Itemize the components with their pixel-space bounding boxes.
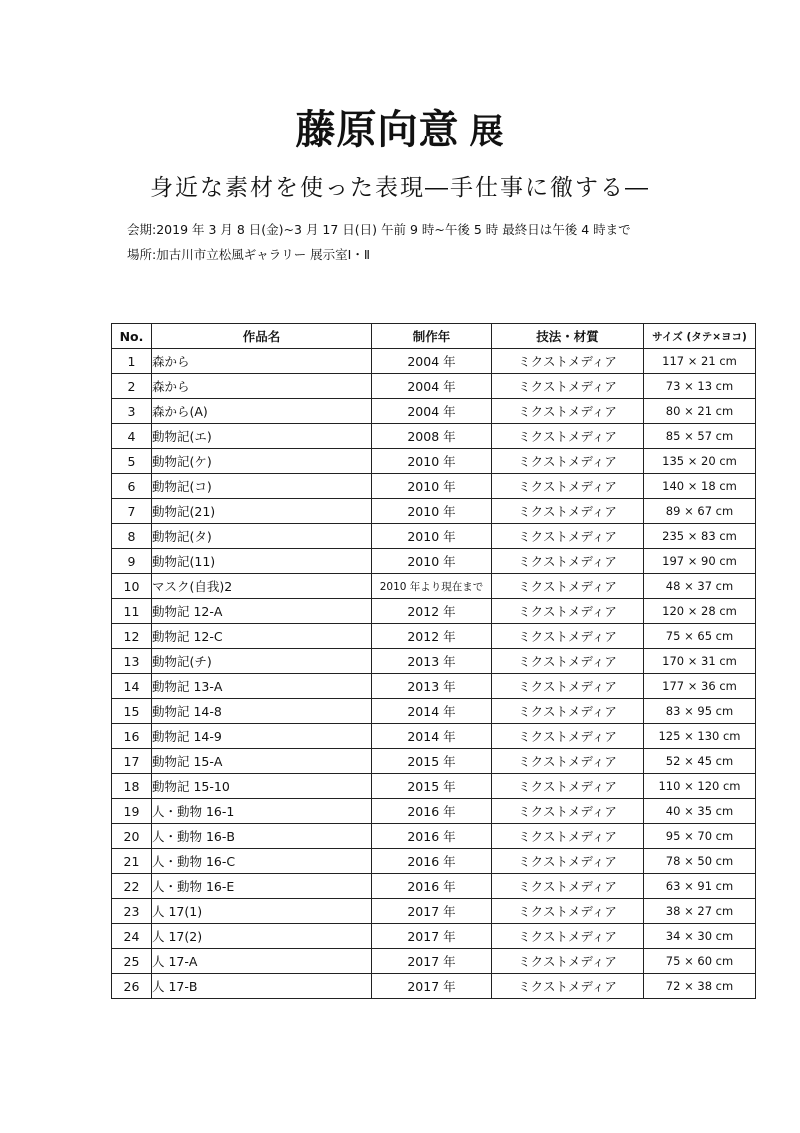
- cell-technique: ミクストメディア: [492, 449, 644, 474]
- cell-title: 人・動物 16-B: [152, 824, 372, 849]
- cell-title: 人・動物 16-C: [152, 849, 372, 874]
- table-row: [112, 749, 756, 774]
- cell-year: 2015 年: [372, 774, 492, 799]
- cell-technique: ミクストメディア: [492, 974, 644, 999]
- cell-year: 2010 年: [372, 524, 492, 549]
- cell-year: 2010 年: [372, 474, 492, 499]
- cell-size: 72 × 38 cm: [644, 974, 756, 999]
- cell-title: 動物記 13-A: [152, 674, 372, 699]
- cell-year: 2013 年: [372, 674, 492, 699]
- cell-title: 動物記 12-A: [152, 599, 372, 624]
- header-title: 作品名: [152, 324, 372, 349]
- cell-title: 動物記 15-A: [152, 749, 372, 774]
- cell-year: 2010 年: [372, 499, 492, 524]
- cell-size: 52 × 45 cm: [644, 749, 756, 774]
- header-size: サイズ (タテ×ヨコ): [644, 324, 756, 349]
- cell-year: 2010 年: [372, 449, 492, 474]
- cell-year: 2017 年: [372, 924, 492, 949]
- cell-no: 13: [112, 649, 152, 674]
- cell-title: 動物記(チ): [152, 649, 372, 674]
- cell-year: 2010 年: [372, 549, 492, 574]
- table-row: [112, 849, 756, 874]
- cell-size: 38 × 27 cm: [644, 899, 756, 924]
- exhibition-label: 展: [469, 112, 505, 152]
- cell-size: 235 × 83 cm: [644, 524, 756, 549]
- cell-year: 2013 年: [372, 649, 492, 674]
- table-row: [112, 774, 756, 799]
- cell-no: 11: [112, 599, 152, 624]
- table-row: [112, 374, 756, 399]
- table-row: [112, 424, 756, 449]
- table-row: [112, 949, 756, 974]
- cell-technique: ミクストメディア: [492, 374, 644, 399]
- cell-year: 2004 年: [372, 374, 492, 399]
- works-table-body: [112, 349, 756, 999]
- cell-technique: ミクストメディア: [492, 674, 644, 699]
- cell-no: 7: [112, 499, 152, 524]
- cell-no: 24: [112, 924, 152, 949]
- cell-technique: ミクストメディア: [492, 499, 644, 524]
- cell-title: 動物記(11): [152, 549, 372, 574]
- cell-technique: ミクストメディア: [492, 749, 644, 774]
- cell-no: 17: [112, 749, 152, 774]
- works-table: [111, 323, 756, 999]
- table-row: [112, 899, 756, 924]
- table-row: [112, 524, 756, 549]
- cell-size: 85 × 57 cm: [644, 424, 756, 449]
- cell-no: 18: [112, 774, 152, 799]
- cell-title: 人 17(1): [152, 899, 372, 924]
- cell-title: 人・動物 16-E: [152, 874, 372, 899]
- cell-size: 120 × 28 cm: [644, 599, 756, 624]
- cell-technique: ミクストメディア: [492, 849, 644, 874]
- cell-year: 2017 年: [372, 899, 492, 924]
- table-row: [112, 499, 756, 524]
- cell-no: 21: [112, 849, 152, 874]
- cell-technique: ミクストメディア: [492, 399, 644, 424]
- cell-size: 48 × 37 cm: [644, 574, 756, 599]
- cell-technique: ミクストメディア: [492, 474, 644, 499]
- cell-technique: ミクストメディア: [492, 949, 644, 974]
- table-row: [112, 874, 756, 899]
- cell-technique: ミクストメディア: [492, 924, 644, 949]
- cell-no: 6: [112, 474, 152, 499]
- cell-size: 75 × 60 cm: [644, 949, 756, 974]
- cell-size: 63 × 91 cm: [644, 874, 756, 899]
- cell-technique: ミクストメディア: [492, 624, 644, 649]
- table-header-row: [112, 324, 756, 349]
- cell-title: 人 17-A: [152, 949, 372, 974]
- cell-no: 2: [112, 374, 152, 399]
- cell-year: 2015 年: [372, 749, 492, 774]
- cell-technique: ミクストメディア: [492, 349, 644, 374]
- cell-no: 5: [112, 449, 152, 474]
- table-row: [112, 549, 756, 574]
- header-no: No.: [112, 324, 152, 349]
- cell-size: 75 × 65 cm: [644, 624, 756, 649]
- cell-no: 25: [112, 949, 152, 974]
- cell-size: 197 × 90 cm: [644, 549, 756, 574]
- header-technique: 技法・材質: [492, 324, 644, 349]
- cell-size: 78 × 50 cm: [644, 849, 756, 874]
- cell-technique: ミクストメディア: [492, 549, 644, 574]
- cell-year: 2012 年: [372, 599, 492, 624]
- cell-year: 2017 年: [372, 974, 492, 999]
- table-row: [112, 399, 756, 424]
- table-row: [112, 574, 756, 599]
- cell-no: 9: [112, 549, 152, 574]
- header-year: 制作年: [372, 324, 492, 349]
- cell-size: 140 × 18 cm: [644, 474, 756, 499]
- cell-technique: ミクストメディア: [492, 824, 644, 849]
- table-row: [112, 624, 756, 649]
- cell-technique: ミクストメディア: [492, 649, 644, 674]
- cell-no: 22: [112, 874, 152, 899]
- table-row: [112, 599, 756, 624]
- cell-size: 83 × 95 cm: [644, 699, 756, 724]
- cell-title: マスク(自我)2: [152, 574, 372, 599]
- cell-size: 135 × 20 cm: [644, 449, 756, 474]
- table-row: [112, 674, 756, 699]
- cell-year: 2010 年より現在まで: [372, 574, 492, 599]
- cell-year: 2014 年: [372, 724, 492, 749]
- cell-size: 80 × 21 cm: [644, 399, 756, 424]
- cell-year: 2004 年: [372, 399, 492, 424]
- cell-technique: ミクストメディア: [492, 799, 644, 824]
- cell-year: 2014 年: [372, 699, 492, 724]
- cell-year: 2016 年: [372, 874, 492, 899]
- cell-title: 動物記 15-10: [152, 774, 372, 799]
- cell-title: 動物記 12-C: [152, 624, 372, 649]
- cell-year: 2016 年: [372, 849, 492, 874]
- cell-year: 2004 年: [372, 349, 492, 374]
- cell-size: 177 × 36 cm: [644, 674, 756, 699]
- table-row: [112, 699, 756, 724]
- exhibition-period: 会期:2019 年 3 月 8 日(金)~3 月 17 日(日) 午前 9 時~午後 5 時 最終日は午後 4 時まで: [127, 222, 631, 237]
- cell-no: 10: [112, 574, 152, 599]
- cell-technique: ミクストメディア: [492, 599, 644, 624]
- cell-title: 人 17(2): [152, 924, 372, 949]
- cell-size: 95 × 70 cm: [644, 824, 756, 849]
- cell-title: 人・動物 16-1: [152, 799, 372, 824]
- cell-size: 34 × 30 cm: [644, 924, 756, 949]
- cell-year: 2016 年: [372, 799, 492, 824]
- cell-size: 170 × 31 cm: [644, 649, 756, 674]
- cell-no: 23: [112, 899, 152, 924]
- cell-no: 3: [112, 399, 152, 424]
- cell-technique: ミクストメディア: [492, 424, 644, 449]
- cell-size: 110 × 120 cm: [644, 774, 756, 799]
- cell-no: 15: [112, 699, 152, 724]
- cell-year: 2016 年: [372, 824, 492, 849]
- cell-no: 26: [112, 974, 152, 999]
- cell-size: 73 × 13 cm: [644, 374, 756, 399]
- cell-year: 2012 年: [372, 624, 492, 649]
- cell-size: 89 × 67 cm: [644, 499, 756, 524]
- exhibition-venue: 場所:加古川市立松風ギャラリー 展示室Ⅰ・Ⅱ: [127, 247, 371, 262]
- cell-technique: ミクストメディア: [492, 699, 644, 724]
- cell-no: 19: [112, 799, 152, 824]
- cell-title: 森から: [152, 374, 372, 399]
- table-row: [112, 349, 756, 374]
- cell-title: 動物記 14-8: [152, 699, 372, 724]
- exhibition-subtitle: 身近な素材を使った表現―手仕事に徹する―: [150, 175, 650, 201]
- cell-technique: ミクストメディア: [492, 524, 644, 549]
- table-row: [112, 724, 756, 749]
- cell-size: 117 × 21 cm: [644, 349, 756, 374]
- table-row: [112, 474, 756, 499]
- cell-technique: ミクストメディア: [492, 774, 644, 799]
- table-row: [112, 824, 756, 849]
- cell-title: 森から(A): [152, 399, 372, 424]
- cell-no: 20: [112, 824, 152, 849]
- exhibition-title: [0, 104, 800, 158]
- cell-no: 8: [112, 524, 152, 549]
- cell-title: 動物記(ケ): [152, 449, 372, 474]
- cell-title: 森から: [152, 349, 372, 374]
- cell-technique: ミクストメディア: [492, 724, 644, 749]
- cell-size: 40 × 35 cm: [644, 799, 756, 824]
- cell-title: 動物記(21): [152, 499, 372, 524]
- cell-year: 2017 年: [372, 949, 492, 974]
- cell-no: 4: [112, 424, 152, 449]
- cell-technique: ミクストメディア: [492, 874, 644, 899]
- cell-title: 動物記(タ): [152, 524, 372, 549]
- cell-size: 125 × 130 cm: [644, 724, 756, 749]
- cell-title: 動物記(エ): [152, 424, 372, 449]
- table-row: [112, 649, 756, 674]
- table-row: [112, 449, 756, 474]
- table-row: [112, 974, 756, 999]
- cell-no: 16: [112, 724, 152, 749]
- cell-title: 人 17-B: [152, 974, 372, 999]
- cell-title: 動物記(コ): [152, 474, 372, 499]
- cell-no: 14: [112, 674, 152, 699]
- table-row: [112, 799, 756, 824]
- artist-name: 藤原向意: [295, 106, 460, 153]
- cell-title: 動物記 14-9: [152, 724, 372, 749]
- table-row: [112, 924, 756, 949]
- cell-technique: ミクストメディア: [492, 899, 644, 924]
- cell-no: 12: [112, 624, 152, 649]
- cell-no: 1: [112, 349, 152, 374]
- cell-technique: ミクストメディア: [492, 574, 644, 599]
- cell-year: 2008 年: [372, 424, 492, 449]
